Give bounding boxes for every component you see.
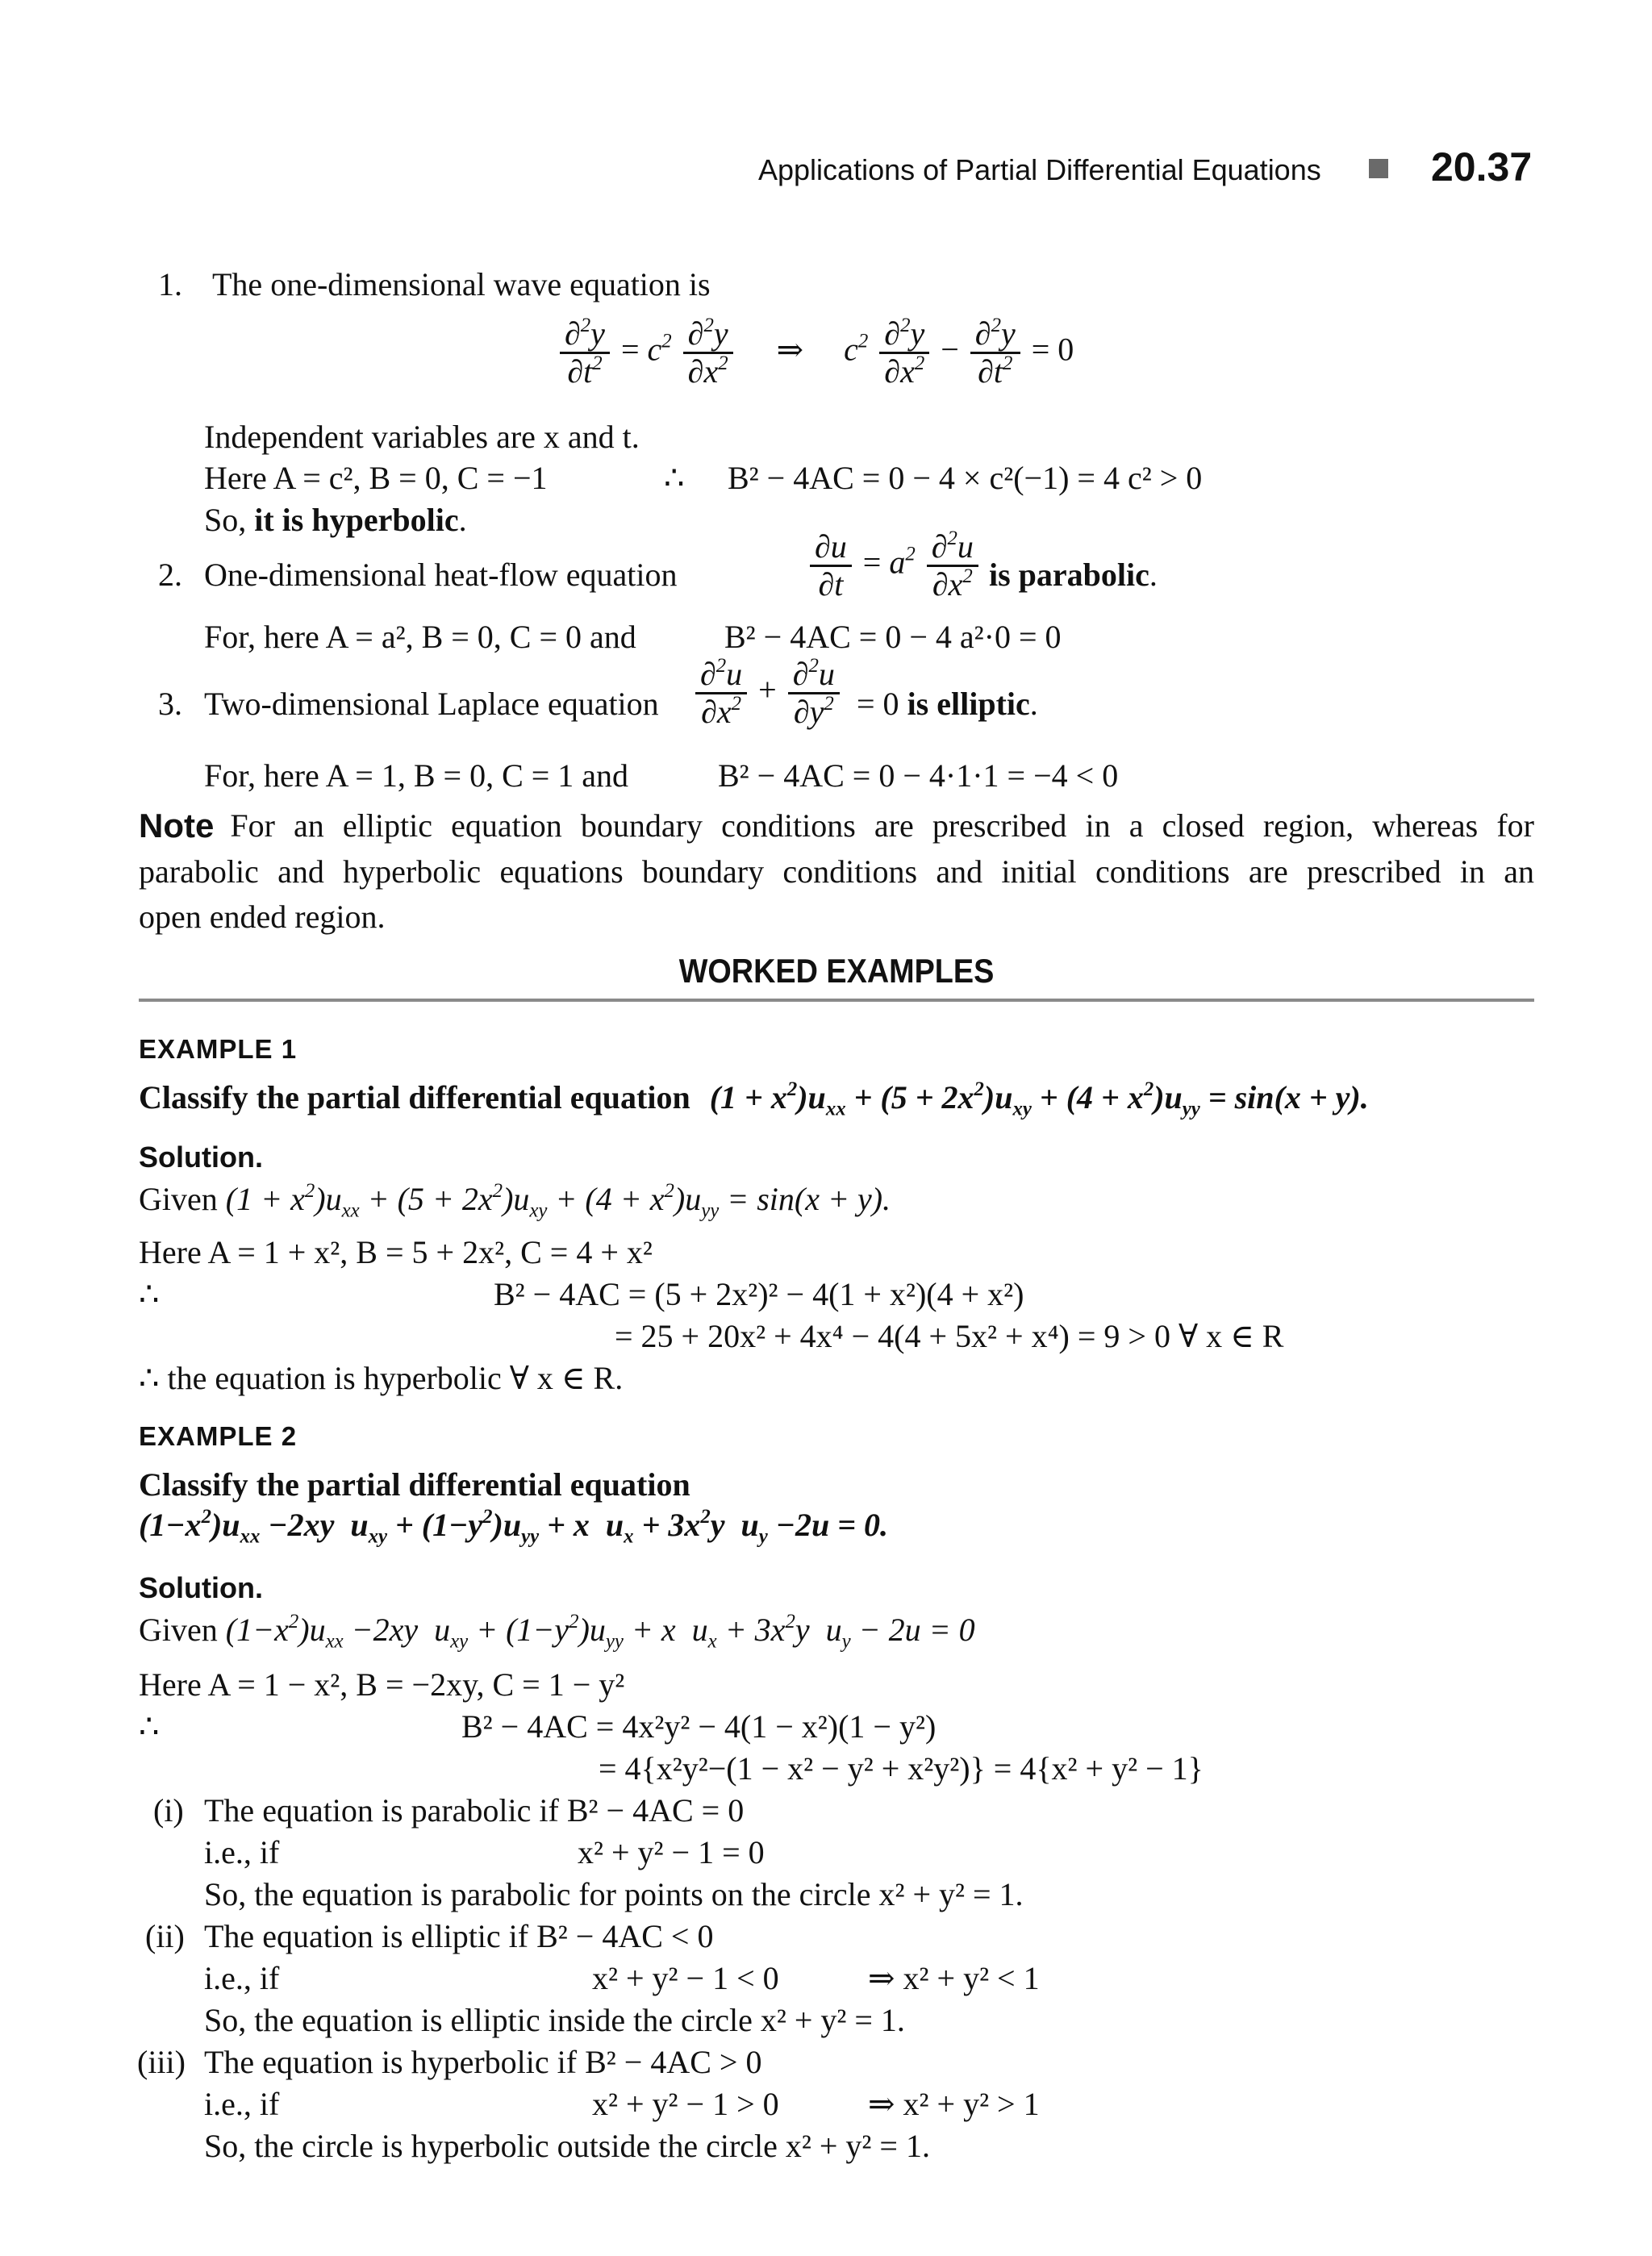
item1-conclusion: it is hyperbolic [254, 502, 459, 538]
case-ii-numeral: (ii) [145, 1918, 185, 1954]
case-ii-ie: i.e., if [204, 1960, 280, 1996]
case-ii-condition: x² + y² − 1 < 0 [592, 1960, 779, 1996]
example1-question: Classify the partial differential equation $(1 + x^2)u_{xx} + (5 + 2x^2)u_{xy} + (4 + x^2)u_{yy} = \sin(x + y)$. [139, 1078, 1369, 1120]
note-label: Note [139, 807, 215, 844]
item1-variables: Independent variables are x and t. [204, 419, 640, 455]
item1-heading: The one-dimensional wave equation is [212, 266, 711, 302]
note-line3: open ended region. [139, 899, 386, 935]
example2-given: Given $(1-x^2)u_{xx} -2xy$ $u_{xy} + (1-y^2)u_{yy} + x$ $u_x + 3x^2y$ $u_y - 2u = 0$ [139, 1610, 975, 1653]
note-line2: parabolic and hyperbolic equations boundary conditions and initial conditions are prescribed in an [139, 853, 1534, 890]
example2-discriminant-2: = 4{x²y²−(1 − x² − y² + x²y²)} = 4{x² + y² − 1} [599, 1750, 1204, 1787]
example1-coefficients: Here A = 1 + x², B = 5 + 2x², C = 4 + x² [139, 1234, 653, 1270]
case-iii-numeral: (iii) [137, 2044, 186, 2080]
item3-coefficients: For, here A = 1, B = 0, C = 1 and [204, 757, 629, 794]
example2-solution-label: Solution. [139, 1571, 263, 1604]
case-i-numeral: (i) [153, 1792, 184, 1829]
item2-number: 2. [158, 557, 182, 593]
item1-discriminant: B² − 4AC = 0 − 4 × c²(−1) = 4 c² > 0 [728, 460, 1203, 496]
case-iii-text: The equation is hyperbolic if B² − 4AC > 0 [204, 2044, 762, 2080]
item2-discriminant: B² − 4AC = 0 − 4 a²·0 = 0 [724, 619, 1062, 655]
item1-number: 1. [158, 266, 182, 302]
case-i-condition: x² + y² − 1 = 0 [578, 1834, 765, 1870]
example1-discriminant-2: = 25 + 20x² + 4x⁴ − 4(4 + 5x² + x⁴) = 9 > 0 ∀ x ∈ R [615, 1318, 1284, 1354]
example2-discriminant-1: B² − 4AC = 4x²y² − 4(1 − x²)(1 − y²) [461, 1708, 937, 1745]
case-iii-summary: So, the circle is hyperbolic outside the circle x² + y² = 1. [204, 2128, 930, 2164]
case-ii-summary: So, the equation is elliptic inside the circle x² + y² = 1. [204, 2002, 905, 2038]
case-iii-ie: i.e., if [204, 2086, 280, 2122]
example2-coefficients: Here A = 1 − x², B = −2xy, C = 1 − y² [139, 1666, 625, 1703]
laplace-equation: $\frac{\partial^2u}{\partial x^2}$ + $\frac{\partial^2u}{\partial y^2}$ [692, 657, 843, 730]
running-title: Applications of Partial Differential Equations [758, 153, 1321, 186]
case-iii-implies: ⇒ x² + y² > 1 [868, 2086, 1040, 2122]
case-i-text: The equation is parabolic if B² − 4AC = 0 [204, 1792, 745, 1829]
example1-conclusion: ∴ the equation is hyperbolic ∀ x ∈ R. [139, 1360, 624, 1396]
page-number: 20.37 [1431, 144, 1533, 190]
item1-so: So, [204, 502, 247, 538]
wave-equation: $\frac{\partial^2y}{\partial t^2}$ = $c^2$ $\frac{\partial^2y}{\partial x^2}$ ⇒ $c^2$ $\frac{\partial^2y}{\partial x^2}$ − $\frac{\partial^2y}{\partial t^2}$ = 0 [557, 316, 1074, 390]
example1-therefore: ∴ [139, 1276, 160, 1312]
item2-coefficients: For, here A = a², B = 0, C = 0 and [204, 619, 636, 655]
item1-conclusion-line: So, it is hyperbolic. [204, 502, 467, 538]
heat-equation: $\frac{\partial u}{\partial t}$ = $a^2$ $\frac{\partial^2u}{\partial x^2}$ [807, 529, 982, 603]
case-ii-implies: ⇒ x² + y² < 1 [868, 1960, 1040, 1996]
case-i-ie: i.e., if [204, 1834, 280, 1870]
case-iii-condition: x² + y² − 1 > 0 [592, 2086, 779, 2122]
header-square-bullet [1369, 159, 1388, 178]
worked-examples-heading: WORKED EXAMPLES [678, 952, 995, 990]
example1-given: Given $(1 + x^2)u_{xx} + (5 + 2x^2)u_{xy} + (4 + x^2)u_{yy} = \sin(x + y)$. [139, 1179, 891, 1222]
therefore-symbol: ∴ [664, 460, 685, 496]
note-paragraph [139, 803, 1534, 940]
case-ii-text: The equation is elliptic if B² − 4AC < 0 [204, 1918, 714, 1954]
item3-result: = 0 is elliptic. [857, 686, 1038, 722]
item2-heading: One-dimensional heat-flow equation [204, 557, 678, 593]
example2-therefore: ∴ [139, 1708, 160, 1745]
example1-discriminant-1: B² − 4AC = (5 + 2x²)² − 4(1 + x²)(4 + x²) [494, 1276, 1024, 1312]
example2-label: EXAMPLE 2 [139, 1421, 298, 1451]
example2-equation: $(1-x^2)u_{xx} -2xy$ $u_{xy} + (1-y^2)u_{yy} + x$ $u_x + 3x^2y$ $u_y -2u = 0$. [139, 1505, 889, 1548]
item3-heading: Two-dimensional Laplace equation [204, 686, 659, 722]
case-i-summary: So, the equation is parabolic for points on the circle x² + y² = 1. [204, 1876, 1024, 1912]
note-line1: For an elliptic equation boundary conditions are prescribed in a closed region, whereas for [230, 807, 1534, 844]
item2-result: is parabolic. [989, 557, 1158, 593]
item3-number: 3. [158, 686, 182, 722]
example1-label: EXAMPLE 1 [139, 1034, 298, 1064]
example2-question: Classify the partial differential equation [139, 1466, 690, 1503]
item1-coefficients: Here A = c², B = 0, C = −1 [204, 460, 548, 496]
example1-solution-label: Solution. [139, 1141, 263, 1174]
item3-discriminant: B² − 4AC = 0 − 4·1·1 = −4 < 0 [718, 757, 1119, 794]
section-rule [139, 999, 1534, 1002]
